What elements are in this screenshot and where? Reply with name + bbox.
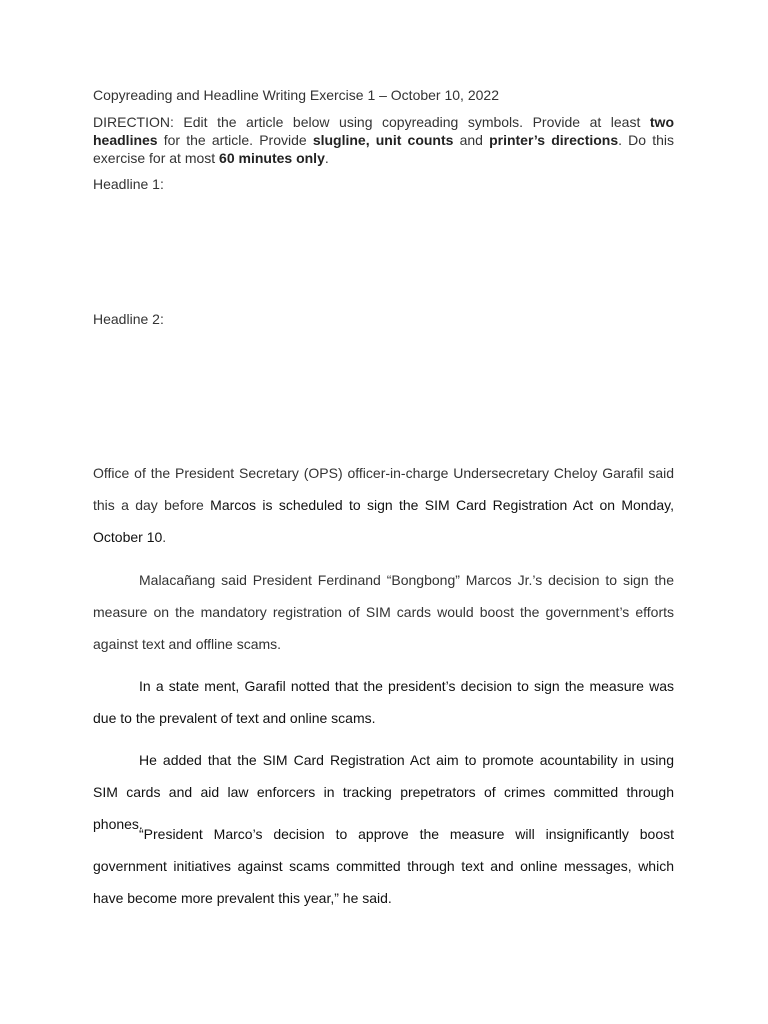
direction-bold-two-headlines: two headlines (93, 114, 674, 148)
paragraph-1-text-b: Marcos is scheduled to sign the SIM Card Registration Act on Monday, October 10 (93, 497, 675, 545)
paragraph-1-text-a: Office of the President Secretary (OPS) officer-in-charge Undersecretary Cheloy Garafil said this a day before (93, 465, 674, 513)
headline-2-label: Headline 2: (93, 311, 164, 327)
direction-paragraph (93, 113, 674, 167)
headline-1-label: Headline 1: (93, 176, 164, 192)
direction-bold-slugline: slugline, unit counts (312, 132, 454, 148)
article-paragraph-3 (93, 670, 674, 734)
exercise-title: Copyreading and Headline Writing Exercise 1 – October 10, 2022 (93, 87, 499, 103)
article-paragraph-1 (93, 457, 674, 553)
article-paragraph-2 (93, 564, 674, 660)
paragraph-5-text: “President Marco’s decision to approve the measure will insignificantly boost government initiatives against scams committed through text and online messages, which have become more prevalent this year,” he said. (93, 826, 674, 906)
article-paragraph-5 (93, 818, 674, 914)
paragraph-2-text: Malacañang said President Ferdinand “Bongbong” Marcos Jr.’s decision to sign the measure on the mandatory registration of SIM cards would boost the government’s efforts against text and offline scams. (93, 572, 674, 652)
direction-text-1: DIRECTION: Edit the article below using copyreading symbols. Provide at least (93, 114, 650, 130)
paragraph-4-text: He added that the SIM Card Registration Act aim to promote acountability in using SIM cards and aid law enforcers in tracking prepetrators of crimes committed through phones. (93, 752, 674, 832)
paragraph-3-text: In a state ment, Garafil notted that the president’s decision to sign the measure was due to the prevalent of text and online scams. (93, 678, 674, 726)
direction-bold-time-limit: 60 minutes only (219, 150, 325, 166)
direction-bold-printers-directions: printer’s directions (489, 132, 619, 148)
direction-text-5: . (324, 150, 329, 166)
paragraph-1-text-c: . (162, 529, 167, 545)
direction-text-2: for the article. Provide (157, 132, 313, 148)
direction-text-3: and (453, 132, 490, 148)
direction-text-4: . Do this exercise for at most (93, 132, 674, 166)
